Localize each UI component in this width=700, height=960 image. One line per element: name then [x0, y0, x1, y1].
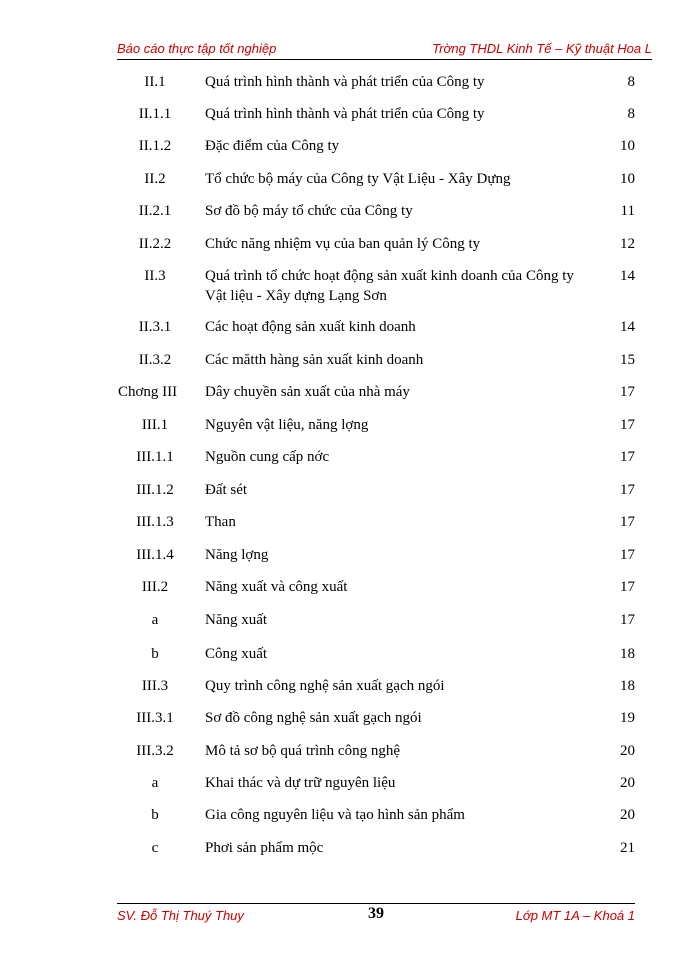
toc-page: 8 — [627, 106, 635, 122]
toc-number: II.2.1 — [138, 203, 172, 219]
toc-title: Sơ đồ công nghệ sản xuất gạch ngói — [205, 710, 422, 726]
toc-page: 14 — [620, 268, 635, 284]
toc-number: III.1 — [141, 417, 169, 433]
toc-number: II.3.2 — [138, 352, 172, 368]
toc-title: Dây chuyền sản xuất của nhà máy — [205, 384, 410, 400]
toc-title: Năng xuất và công xuất — [205, 579, 348, 595]
toc-title: Quá trình hình thành và phát triển của Công ty — [205, 74, 485, 90]
toc-title: Công xuất — [205, 646, 268, 662]
toc-title: Quy trình công nghệ sản xuất gạch ngói — [205, 678, 445, 694]
toc-title: Tổ chức bộ máy của Công ty Vật Liệu - Xây Dựng — [205, 171, 511, 187]
toc-page: 20 — [620, 807, 635, 823]
toc-number: II.2 — [144, 171, 166, 187]
toc-page: 17 — [620, 579, 635, 595]
header-right-text: Trờng THDL Kinh Tế – Kỹ thuật Hoa L — [432, 41, 652, 56]
toc-number: II.3.1 — [138, 319, 172, 335]
toc-title: Khai thác và dự trữ nguyên liệu — [205, 775, 396, 791]
toc-number: b — [151, 646, 159, 662]
toc-number: III.1.3 — [136, 514, 174, 530]
toc-page: 11 — [620, 203, 635, 219]
toc-number: a — [151, 612, 159, 628]
toc-number: c — [151, 840, 159, 856]
toc-number: Chơng III — [118, 384, 178, 400]
toc-number: II.2.2 — [138, 236, 172, 252]
footer-page-number: 39 — [368, 905, 384, 922]
toc-title: Chức năng nhiệm vụ của ban quản lý Công ty — [205, 236, 481, 252]
toc-number: b — [151, 807, 159, 823]
footer-class: Lớp MT 1A – Khoá 1 — [515, 908, 635, 923]
toc-number: a — [151, 775, 159, 791]
toc-number: II.3 — [144, 268, 166, 284]
toc-title: Phơi sản phẩm mộc — [205, 840, 324, 856]
toc-page: 10 — [620, 138, 635, 154]
toc-page: 17 — [620, 612, 635, 628]
toc-title: Đặc điểm của Công ty — [205, 138, 340, 154]
toc-page: 17 — [620, 482, 635, 498]
toc-title: Các mătth hàng sản xuất kinh doanh — [205, 352, 424, 368]
header-left-text: Báo cáo thực tập tốt nghiệp — [117, 41, 277, 56]
toc-title: Năng xuất — [205, 612, 268, 628]
footer-author: SV. Đỗ Thị Thuý Thuy — [117, 908, 244, 923]
toc-number: III.1.1 — [136, 449, 174, 465]
toc-title: Năng lợng — [205, 547, 269, 563]
toc-title: Than — [205, 514, 236, 530]
toc-title: Nguồn cung cấp nớc — [205, 449, 330, 465]
toc-title: Quá trình tổ chức hoạt động sản xuất kinh doanh của Công ty Vật liệu - Xây dựng Lạng Sơn — [205, 268, 574, 304]
toc-title: Đất sét — [205, 482, 248, 498]
page-footer — [117, 903, 635, 928]
toc-page: 8 — [627, 74, 635, 90]
toc-title: Nguyên vật liệu, năng lợng — [205, 417, 369, 433]
toc-title: Mô tả sơ bộ quá trình công nghệ — [205, 743, 400, 759]
toc-page: 20 — [620, 743, 635, 759]
toc-page: 12 — [620, 236, 635, 252]
toc-page: 17 — [620, 547, 635, 563]
toc-page: 17 — [620, 384, 635, 400]
toc-number: III.3.2 — [136, 743, 174, 759]
toc-page: 18 — [620, 646, 635, 662]
toc-page: 14 — [620, 319, 635, 335]
toc-number: II.1.2 — [138, 138, 172, 154]
toc-page: 10 — [620, 171, 635, 187]
toc-number: III.2 — [141, 579, 169, 595]
toc-page: 19 — [620, 710, 635, 726]
toc-page: 17 — [620, 514, 635, 530]
toc-page: 21 — [620, 840, 635, 856]
toc-number: II.1 — [144, 74, 166, 90]
toc-page: 17 — [620, 417, 635, 433]
toc-title: Sơ đồ bộ máy tổ chức của Công ty — [205, 203, 413, 219]
toc-title: Quá trình hình thành và phát triển của Công ty — [205, 106, 485, 122]
toc-page: 17 — [620, 449, 635, 465]
toc-number: III.3 — [141, 678, 169, 694]
toc-page: 15 — [620, 352, 635, 368]
toc-page: 18 — [620, 678, 635, 694]
toc-page: 20 — [620, 775, 635, 791]
toc-number: III.1.2 — [136, 482, 174, 498]
toc-number: III.3.1 — [136, 710, 174, 726]
toc-title: Các hoạt động sản xuất kinh doanh — [205, 319, 416, 335]
toc-number: II.1.1 — [138, 106, 172, 122]
toc-number: III.1.4 — [136, 547, 174, 563]
toc-title: Gia công nguyên liệu và tạo hình sản phẩm — [205, 807, 465, 823]
